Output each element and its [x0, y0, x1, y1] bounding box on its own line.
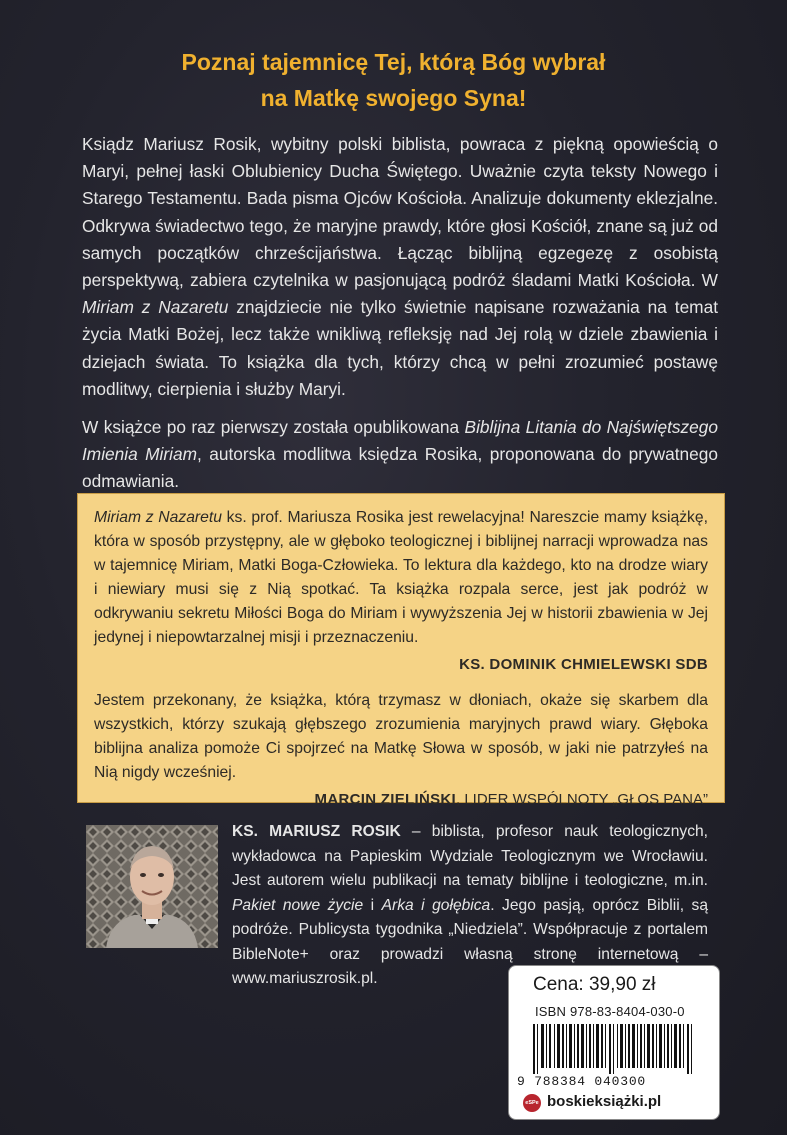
bio-book-title: Arka i gołębica: [381, 896, 491, 914]
bio-book-title: Pakiet nowe życie: [232, 896, 364, 914]
bio-text: . Jego pasją, oprócz Biblii, są podróże. Publicysta tygodnika „Niedziela”. Współpracuje z portalem BibleNote+ oraz prowadzi własną stronę internetową – www.mariuszrosik.pl.: [232, 896, 708, 987]
barcode-icon: [533, 1024, 697, 1074]
headline: [0, 44, 787, 116]
endorsement-2-text: [94, 689, 708, 785]
isbn-label: ISBN 978-83-8404-030-0: [535, 1004, 685, 1019]
description-text: , autorska modlitwa księdza Rosika, proponowana do prywatnego odmawiania.: [82, 444, 718, 492]
endorsement-text: ks. prof. Mariusza Rosika jest rewelacyjna! Nareszcie mamy książkę, która w sposób przystępny, ale w głęboko teologicznej i biblijnej narracji wprowadza nas w tajemnicę Miriam, Matki Boga-Człowieka. To lektura dla każdego, kto na drodze wiary i niewiary musi się z Nią spotkać. Ta książka rozpala serce, jest jak podróż w odkrywaniu sekretu Miłości Boga do Miriam i wywyższenia Jej w historii zbawienia w Jej jedynej i niepowtarzalnej misji i przeznaczeniu.: [94, 509, 708, 646]
endorsement-text: Jestem przekonany, że książka, którą trzymasz w dłoniach, okaże się skarbem dla wszystkich, którzy szukają głębszego zrozumienia maryjnych prawd wiary. Głęboka biblijna analiza pomoże Ci spojrzeć na Matkę Słowa w sposób, w jaki nie patrzyłeś na Nią nigdy wcześniej.: [94, 692, 708, 781]
endorsements-box: [77, 493, 725, 808]
author-portrait-image: [86, 825, 218, 948]
description-paragraph-2: [82, 414, 718, 496]
book-title-italic: Miriam z Nazaretu: [82, 297, 229, 318]
endorsement-role: , LIDER WSPÓLNOTY „GŁOS PANA”: [456, 791, 708, 808]
bio-text: – biblista, profesor nauk teologicznych, wykładowca na Papieskim Wydziale Teologicznym we Wrocławiu. Jest autorem wielu publikacji na tematy biblijne i teologiczne, m.in.: [232, 823, 709, 889]
endorsement-book-title: Miriam z Nazaretu: [94, 509, 222, 526]
endorsement-2-signature: [94, 788, 708, 812]
endorsement-author: MARCIN ZIELIŃSKI: [314, 791, 456, 808]
bio-text: i: [363, 896, 382, 914]
endorsement-1-text: [94, 506, 708, 650]
price-label: Cena: 39,90 zł: [533, 974, 656, 995]
litany-title-italic: Biblijna Litania do Najświętszego Imienia Miriam: [82, 417, 718, 465]
endorsement-1-signature: [94, 653, 708, 677]
description: [82, 131, 718, 496]
publisher-logo-icon: eSPe: [523, 1094, 541, 1112]
description-text: W książce po raz pierwszy została opublikowana: [82, 417, 465, 438]
price-barcode-box: [508, 965, 720, 1120]
description-text: znajdziecie nie tylko świetnie napisane rozważania na temat życia Matki Bożej, lecz także wnikliwą refleksję nad Jej rolą w dziele zbawienia i dziejach świata. To książka dla tych, którzy chcą w pełni zrozumieć postawę modlitwy, cierpienia i służby Maryi.: [82, 297, 718, 399]
description-text: Ksiądz Mariusz Rosik, wybitny polski biblista, powraca z piękną opowieścią o Maryi, pełnej łaski Oblubienicy Ducha Świętego. Uważnie czyta teksty Nowego i Starego Testamentu. Bada pisma Ojców Kościoła. Analizuje dokumenty eklezjalne. Odkrywa świadectwo tego, że maryjne prawdy, które głosi Kościół, znane są już od samych początków chrześcijaństwa. Łącząc biblijną egzegezę z osobistą perspektywą, zabiera czytelnika w pasjonującą podróż śladami Matki Kościoła. W: [82, 134, 718, 291]
headline-line-2: na Matkę swojego Syna!: [260, 85, 527, 111]
author-photo: [86, 825, 218, 948]
author-name: KS. MARIUSZ ROSIK: [232, 823, 401, 840]
barcode-digits: 9 788384 040300: [517, 1074, 647, 1089]
endorsement-author: KS. DOMINIK CHMIELEWSKI SDB: [459, 656, 708, 673]
description-paragraph-1: [82, 131, 718, 403]
headline-line-1: Poznaj tajemnicę Tej, którą Bóg wybrał: [181, 49, 606, 75]
publisher-website: boskieksiążki.pl: [547, 1093, 662, 1110]
